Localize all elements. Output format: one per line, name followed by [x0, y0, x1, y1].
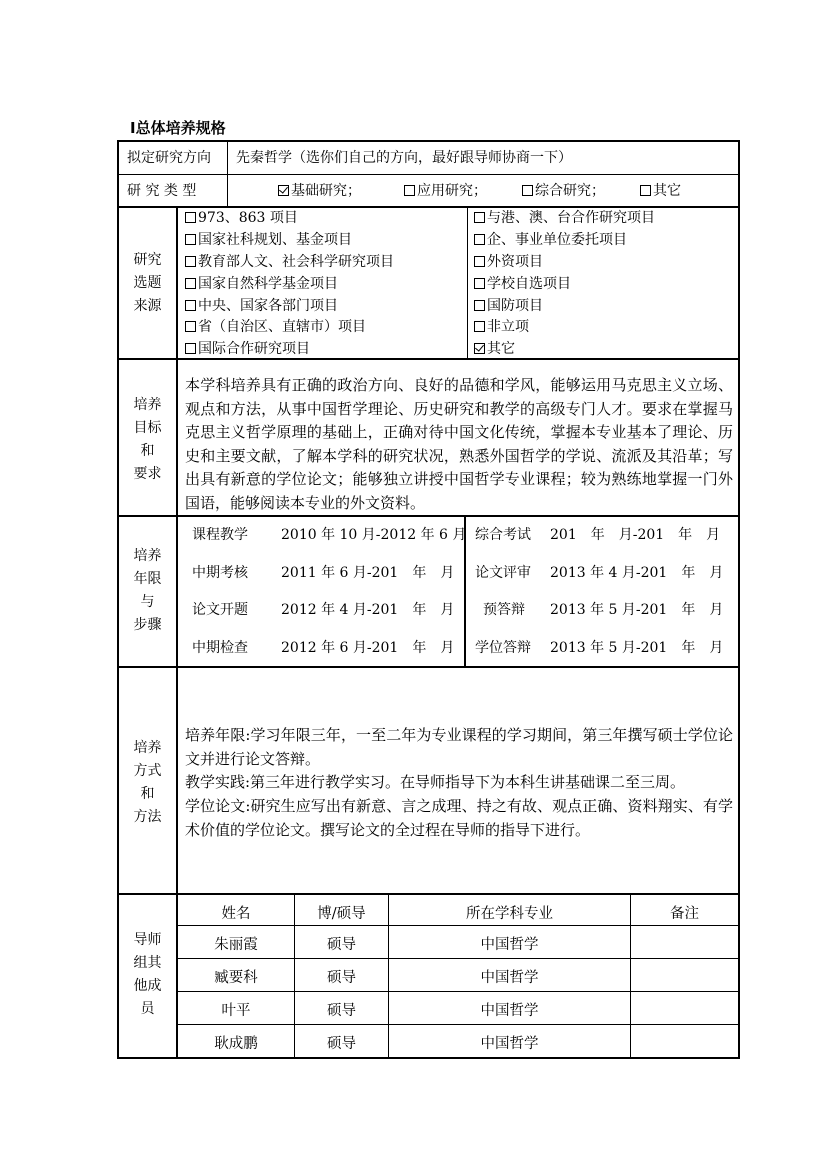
- methods-paragraph: 学位论文:研究生应写出有新意、言之成理、持之有故、观点正确、资料翔实、有学术价值的学位论文。撰写论文的全过程在导师的指导下进行。: [185, 797, 733, 839]
- schedule-right-name: 学位答辩: [475, 640, 531, 656]
- advisor-major: 中国哲学: [480, 970, 539, 986]
- checkbox-icon: [474, 321, 485, 332]
- advisors-header-type: 博/硕导: [317, 906, 366, 922]
- checkbox-icon: [185, 343, 196, 354]
- topic-source-left-3[interactable]: 国家自然科学基金项目: [185, 274, 338, 294]
- checkbox-icon: [474, 256, 485, 267]
- research-type-label: 研 究 类 型: [127, 183, 197, 199]
- advisor-name: 耿成鹏: [214, 1036, 258, 1052]
- topic-source-right-1[interactable]: 企、事业单位委托项目: [474, 230, 627, 250]
- advisor-major: 中国哲学: [480, 1036, 539, 1052]
- research-type-option-other[interactable]: 其它: [640, 181, 681, 201]
- checkbox-icon: [278, 185, 289, 196]
- schedule-label: 培养 年限 与 步骤: [133, 548, 162, 633]
- schedule-left-time: 2012 年 4 月-201 年 月: [281, 602, 455, 618]
- checkbox-icon: [404, 185, 415, 196]
- research-type-option-comprehensive[interactable]: 综合研究；: [522, 181, 605, 201]
- research-direction-value: 先秦哲学（选你们自己的方向，最好跟导师协商一下）: [236, 150, 572, 166]
- checkbox-icon: [185, 256, 196, 267]
- schedule-right-name: 综合考试: [475, 527, 531, 543]
- topic-source-right-6[interactable]: 其它: [474, 339, 515, 359]
- topic-source-left-1[interactable]: 国家社科规划、基金项目: [185, 230, 352, 250]
- advisor-type: 硕导: [327, 1036, 356, 1052]
- topic-source-left-6[interactable]: 国际合作研究项目: [185, 339, 310, 359]
- topic-source-right-4[interactable]: 国防项目: [474, 296, 543, 316]
- checkbox-icon: [474, 234, 485, 245]
- advisor-type: 硕导: [327, 937, 356, 953]
- schedule-left-name: 课程教学: [192, 527, 248, 543]
- checkbox-icon: [522, 185, 533, 196]
- checkbox-icon: [474, 300, 485, 311]
- advisors-header-major: 所在学科专业: [466, 906, 553, 922]
- schedule-right-time: 2013 年 5 月-201 年 月: [550, 602, 724, 618]
- topic-source-right-0[interactable]: 与港、澳、台合作研究项目: [474, 208, 655, 228]
- checkbox-icon: [185, 234, 196, 245]
- research-type-option-basic[interactable]: 基础研究；: [278, 181, 361, 201]
- topic-source-label: 研究 选题 来源: [133, 252, 162, 314]
- topic-source-left-2[interactable]: 教育部人文、社会科学研究项目: [185, 252, 394, 272]
- schedule-left-time: 2012 年 6 月-201 年 月: [281, 640, 455, 656]
- schedule-right-name: 论文评审: [475, 565, 531, 581]
- checkbox-icon: [474, 343, 485, 354]
- advisors-label: 导师 组其 他成 员: [133, 932, 162, 1017]
- checkbox-icon: [474, 278, 485, 289]
- schedule-left-name: 论文开题: [192, 602, 248, 618]
- advisor-major: 中国哲学: [480, 1003, 539, 1019]
- schedule-right-time: 2013 年 5 月-201 年 月: [550, 640, 724, 656]
- methods-label: 培养 方式 和 方法: [133, 740, 162, 825]
- advisor-name: 臧要科: [214, 970, 258, 986]
- checkbox-icon: [474, 212, 485, 223]
- checkbox-icon: [185, 278, 196, 289]
- methods-paragraph: 培养年限:学习年限三年，一至二年为专业课程的学习期间，第三年撰写硕士学位论文并进行论文答辩。: [185, 726, 733, 768]
- advisor-type: 硕导: [327, 1003, 356, 1019]
- schedule-right-time: 201 年 月-201 年 月: [550, 527, 721, 543]
- topic-source-left-4[interactable]: 中央、国家各部门项目: [185, 296, 338, 316]
- schedule-left-time: 2011 年 6 月-201 年 月: [281, 565, 455, 581]
- topic-source-left-0[interactable]: 973、863 项目: [185, 208, 298, 228]
- schedule-left-name: 中期检查: [192, 640, 248, 656]
- advisor-name: 叶平: [221, 1003, 251, 1019]
- schedule-left-name: 中期考核: [192, 565, 248, 581]
- topic-source-left-5[interactable]: 省（自治区、直辖市）项目: [185, 317, 366, 337]
- schedule-left-time: 2010 年 10 月-2012 年 6 月: [281, 527, 467, 543]
- checkbox-icon: [185, 321, 196, 332]
- checkbox-icon: [185, 212, 196, 223]
- research-type-option-applied[interactable]: 应用研究；: [404, 181, 487, 201]
- goals-text: 本学科培养具有正确的政治方向、良好的品德和学风，能够运用马克思主义立场、观点和方法，从事中国哲学理论、历史研究和教学的高级专门人才。要求在掌握马克思主义哲学原理的基础上，正确对待中国文化传统，掌握本专业基本了理论、历史和主要文献，了解本学科的研究状况，熟悉外国哲学的学说、流派及其沿革；写出具有新意的学位论文；能够独立讲授中国哲学专业课程；较为熟练地掌握一门外国语，能够阅读本专业的外文资料。: [185, 376, 733, 512]
- research-direction-label: 拟定研究方向: [127, 150, 211, 166]
- advisor-major: 中国哲学: [480, 937, 539, 953]
- checkbox-icon: [640, 185, 651, 196]
- topic-source-right-5[interactable]: 非立项: [474, 317, 529, 337]
- checkbox-icon: [185, 300, 196, 311]
- advisor-type: 硕导: [327, 970, 356, 986]
- schedule-right-name: 预答辩: [483, 602, 525, 618]
- methods-paragraph: 教学实践:第三年进行教学实习。在导师指导下为本科生讲基础课二至三周。: [185, 773, 686, 791]
- topic-source-right-2[interactable]: 外资项目: [474, 252, 543, 272]
- advisors-header-note: 备注: [670, 906, 699, 922]
- section-title: Ⅰ总体培养规格: [130, 119, 226, 137]
- topic-source-right-3[interactable]: 学校自选项目: [474, 274, 571, 294]
- advisors-header-name: 姓名: [221, 906, 251, 922]
- goals-label: 培养 目标 和 要求: [133, 397, 162, 482]
- advisor-name: 朱丽霞: [214, 937, 258, 953]
- schedule-right-time: 2013 年 4 月-201 年 月: [550, 565, 724, 581]
